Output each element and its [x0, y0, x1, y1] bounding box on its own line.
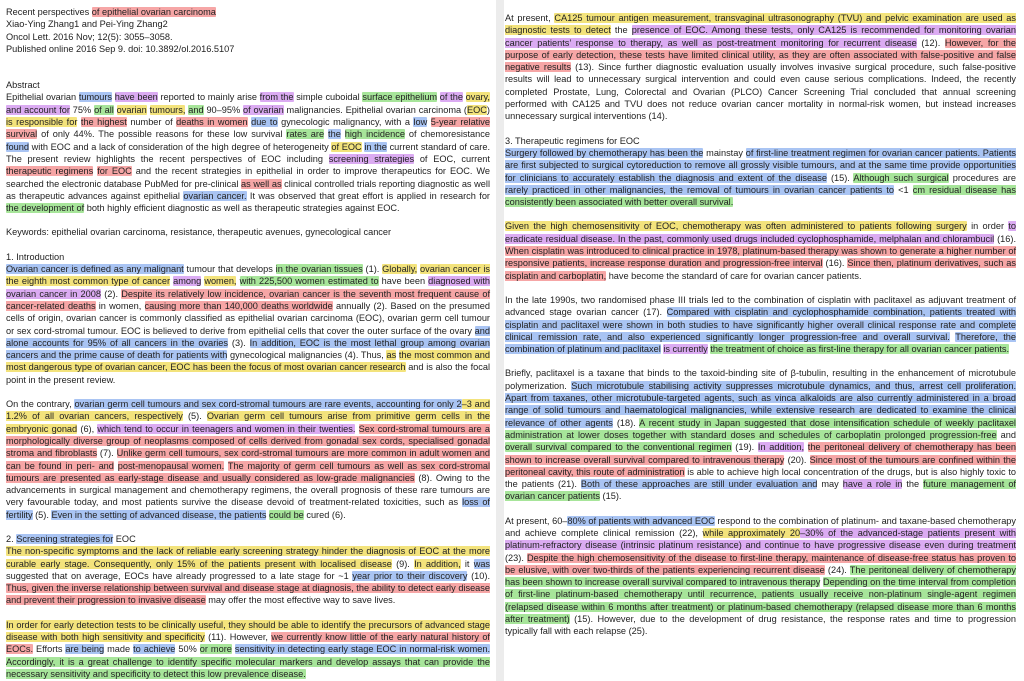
highlight-pink: The majority of germ cell tumours as well as sex cord-stromal tumours are presented as early-stage disease and usually considered as low-grade malignancies	[6, 460, 490, 483]
text-run: (2).	[100, 288, 122, 299]
highlight-blue: low	[413, 117, 428, 128]
text-run: (10).	[467, 570, 490, 581]
highlight-green: Depending on the time interval from completion of first-line platinum-based chemotherapy until recurrence, patients usually receive non-platinum single-agent regimen (relapsed disease within 6 months after treatment) or platinum-based chemotherapy (relapsed disease more than 6 months after treatment)	[505, 577, 1017, 625]
text-run: with EOC and a lack of consideration of the high degree of heterogeneity	[29, 141, 332, 152]
highlight-yellow: the most common and most dangerous type of ovarian cancer, EOC has been the focus of most ovarian cancer research	[6, 350, 490, 373]
highlight-pink: Despite the high chemosensitivity of the disease to first-line therapy, maintenance of disease-free status has proven to be elusive, with over two-thirds of the patients experiencing recurrent disease	[505, 552, 1016, 575]
highlight-purple: screening strategies	[328, 153, 415, 164]
text-run: Xiao-Ying Zhang1 and Pei-Ying Zhang2	[6, 19, 168, 30]
recurrence-paragraph	[505, 515, 1016, 638]
text-run: (22),	[674, 527, 703, 538]
highlight-pink: Thus, given the inverse relationship between survival and disease stage at diagnosis, the ability to detect early disease and prevent their progression to invasive disease	[6, 583, 490, 606]
article-authors	[6, 18, 490, 30]
text-run: and is also the focal point in the present review.	[6, 362, 490, 385]
article-citation	[6, 31, 490, 43]
introduction-paragraph-2	[6, 398, 490, 521]
chemotherapy-paragraph	[505, 220, 1016, 281]
article-publication-date	[6, 43, 490, 55]
highlight-pink: Sex cord-stromal tumours are a morphologically diverse group of neoplasms composed of cells derived from gonadal sex cords, specialised gonadal stroma and fibroblasts	[6, 423, 491, 459]
highlight-green: or more	[199, 644, 232, 655]
text-run: (5).	[32, 509, 52, 520]
highlight-blue: sensitivity in detecting early stage EOC in normal-risk women.	[234, 644, 491, 655]
text-run: respond to the combination of platinum- and taxane-based chemotherapy and achieve complete clinical remission	[505, 515, 1017, 538]
text-run: At present, 60–	[505, 515, 568, 526]
highlight-purple: which tend to occur in teenagers and women in their twenties.	[97, 423, 356, 434]
text-run: and	[996, 429, 1016, 440]
text-run: may	[817, 479, 843, 490]
highlight-green: the development of	[6, 203, 85, 214]
text-run: Efforts	[33, 644, 66, 655]
text-run: EOC	[113, 533, 136, 544]
highlight-blue: and alone accounts for 95% of all cancers in the ovaries	[6, 325, 490, 348]
highlight-pink: as well as	[241, 178, 282, 189]
text-run: In the late 1990s, two randomised phase III trials led to the combination of cisplatin with paclitaxel as adjuvant treatment of advanced stage ovarian cancer (17).	[505, 294, 1016, 318]
highlight-green: The peritoneal delivery of chemotherapy has been shown to increase overall survival compared to intravenous therapy	[505, 564, 1017, 588]
text-run: (20).	[784, 454, 810, 465]
abstract-heading: Abstract	[6, 80, 40, 91]
highlight-blue: Even in the setting of advanced disease, the patients	[51, 509, 267, 520]
highlight-blue: ovarian cancer.	[183, 190, 247, 201]
highlight-yellow: while approximately 20	[702, 527, 801, 538]
highlight-blue: Therefore, the combination of platinum and paclitaxel	[505, 331, 1016, 355]
highlight-yellow: The non-specific symptoms and the lack of reliable early screening strategy hinder the diagnosis of EOC at the more curable early stage. Consequently, only 15% of the patients present with localised disease	[6, 546, 490, 569]
highlight-pink: Unlike germ cell tumours, sex cord-stromal tumours are more common in adult women and can be found in peri- and	[6, 448, 491, 471]
text-run: Published online 2016 Sep 9. doi: 10.3892/ol.2016.5107	[6, 43, 235, 54]
text-run: Recent perspectives	[6, 7, 92, 17]
text-run: (8). Owing to the advancements in surgical management and chemotherapy regimens, the overall prognosis of these rare tumours are very favourable today, and most patients survive the disease devoid of treatment-related toxicities, such as	[6, 472, 490, 508]
highlight-purple: –30% of the advanced-stage patients present with platinum-refractory disease (intrinsic platinum resistance) and continue to have progressive disease even during treatment	[505, 527, 1017, 551]
highlight-pink: therapeutic regimens	[6, 166, 94, 177]
highlight-green: A recent study in Japan suggested that dose intensification schedule of weekly paclitaxel administration at lower doses together with standard doses and schedules of carboplatin prolonged progression-free	[505, 417, 1016, 440]
text-run: have become the standard of care for ovarian cancer patients.	[606, 270, 862, 281]
highlight-blue: rarely practiced in other malignancies, the removal of tumours in ovarian cancer patients to	[505, 184, 895, 195]
highlight-green: in the ovarian tissues	[275, 264, 363, 275]
text-run: it	[460, 558, 474, 569]
text-run: (1).	[362, 264, 383, 275]
highlight-purple: have a role in	[842, 479, 903, 490]
highlight-green: cm residual disease has consistently been associated with better overall survival.	[505, 184, 1016, 208]
text-run: of chemoresistance	[404, 129, 490, 140]
text-run: )	[486, 104, 490, 115]
highlight-yellow: of EOC	[331, 141, 362, 152]
screening-heading	[6, 533, 490, 545]
highlight-green: surface epithelium	[362, 92, 438, 103]
highlight-blue: are being	[65, 644, 105, 655]
text-run: of EOC, current	[414, 153, 490, 164]
highlight-green: Accordingly, it is a great challenge to identify specific molecular markers and develop assays that can provide the necessary sensitivity and specificity to detect this low prevalence disease.	[6, 656, 490, 679]
text-run: of only 44%. The possible reasons for these low survival	[37, 129, 287, 140]
introduction-heading: 1. Introduction	[6, 251, 65, 262]
highlight-pink: post-menopausal women.	[117, 460, 225, 471]
text-run: the	[902, 479, 924, 490]
highlight-yellow: In order for early detection tests to be clinically useful, they should be able to identify the precursors of advanced stage disease with both high sensitivity and specificity	[6, 619, 490, 643]
highlight-blue: year prior to their discovery	[352, 570, 468, 581]
text-run: Briefly, paclitaxel is a taxane that binds to the taxoid-binding site of β-tubulin, resulting in the enhancement of microtubule polymerization.	[505, 368, 1016, 391]
left-document-page	[0, 0, 496, 681]
text-run: is able to achieve high local concentration of the drugs, but is also highly toxic to the patients (21).	[505, 466, 1016, 490]
highlight-purple: diagnosed with ovarian cancer in 2008	[6, 276, 490, 299]
text-run: malignancies. Epithelial ovarian carcinoma (	[283, 104, 467, 115]
highlight-blue: was	[473, 558, 491, 569]
text-run: At present,	[505, 13, 555, 23]
highlight-purple: from the	[259, 92, 294, 103]
text-run: (15).	[600, 491, 622, 502]
text-run: (3).	[228, 337, 250, 348]
text-run: (11). However,	[204, 632, 272, 643]
highlight-yellow: CA125 tumour antigen measurement, transvaginal ultrasonography (TVU) and pelvic examination are used as diagnostic tests to detect	[505, 13, 1017, 36]
highlight-blue: Compared with cisplatin and cyclophosphamide combination, patients treated with cisplatin and paclitaxel were shown in both studies to have significantly higher overall clinical response rate and complete clinical remission rate, and also experienced significantly longer progression-free and overall survival.	[505, 307, 1016, 342]
highlight-purple: of ovarian	[243, 104, 284, 115]
highlight-blue: 80% of patients with advanced EOC	[567, 515, 715, 526]
highlight-purple: and account for	[6, 104, 70, 115]
text-run: made	[104, 644, 134, 655]
highlight-pink: Despite its relatively low incidence, ovarian cancer is the seventh most frequent cause of cancer-related deaths	[6, 288, 490, 311]
text-run: 75%	[69, 104, 95, 115]
text-run: in women,	[95, 300, 145, 311]
text-run: simple cuboidal	[293, 92, 363, 103]
highlight-yellow: In addition,	[414, 558, 461, 569]
highlight-green: could be	[269, 509, 304, 520]
highlight-blue: of first-line treatment regimen for ovarian cancer patients. Patients are first subjected to surgical cytoreduction to remove all grossly visible tumours, and at the same time provide opportunities for clinicians to accurately establish the diagnosis and extent of the disease	[505, 147, 1016, 183]
highlight-green: high incidence	[344, 129, 405, 140]
text-run: annually (2). Based on the presumed cells of origin, ovarian cancer is commonly classified as epithelial ovarian carcinoma (EOC), ovarian germ cell tumour or sex cord-stromal tumour. EOC is believed to derive from epithelial cells that cover the outer surface of the ovary	[6, 300, 491, 336]
text-run: 2.	[6, 533, 17, 544]
highlight-green: overall survival compared to the conventional regimen	[505, 442, 732, 453]
text-run: (19).	[731, 442, 758, 453]
text-run: in order	[966, 221, 1009, 232]
highlight-green: the treatment of choice as first-line therapy for all ovarian cancer patients.	[710, 344, 1010, 355]
article-metadata	[6, 6, 490, 55]
highlight-yellow: ovarian	[116, 104, 147, 115]
text-run: may offer the most effective way to save lives.	[205, 595, 396, 606]
text-run: the	[610, 25, 632, 36]
highlight-blue: to achieve	[133, 644, 176, 655]
text-run: mainstay	[703, 147, 746, 158]
highlight-pink: the highest	[80, 117, 127, 128]
highlight-green: future management of ovarian cancer patients	[505, 479, 1016, 502]
highlight-blue: Screening strategies for	[16, 533, 114, 544]
text-run: 50%	[175, 644, 200, 655]
highlight-yellow: ovary,	[465, 92, 490, 103]
text-run: (6),	[77, 423, 98, 434]
paclitaxel-paragraph	[505, 367, 1016, 502]
highlight-pink: the peritoneal delivery of chemotherapy has been shown to increase overall survival compared to intravenous therapy	[505, 442, 1016, 465]
highlight-blue: ovarian germ cell tumours and sex cord-stromal tumours are rare events, accounting for only 2	[74, 399, 462, 410]
highlight-blue: Surgery followed by chemotherapy has been the	[505, 147, 704, 158]
highlight-purple: to eradicate residual disease. In the past, commonly used drugs included cyclophosphamide, melphalan and chlorambucil	[505, 221, 1017, 244]
highlight-blue: Ovarian cancer is defined as any malignant	[6, 264, 184, 275]
highlight-green: Although such surgical	[853, 172, 949, 183]
highlight-blue: in the	[364, 141, 387, 152]
highlight-yellow: as	[386, 350, 397, 361]
text-run: (13). Since further diagnostic evaluation usually involves invasive surgical procedure, such false-positive results will lead to unnecessary surgical intervention and could even cause serious complications. Indeed, the recently completed Prostate, Lung, Colorectal and Ovarian (PLCO) Cancer Screening Trial concluded that annual screening performed with CA125 and TVU does not reduce ovarian cancer mortality in normal-risk women, but instead increases unnecessary surgical interventions (14).	[505, 62, 1016, 122]
highlight-yellow: Given the high chemosensitivity of EOC, chemotherapy was often administered to patients following surgery	[505, 221, 967, 232]
text-run: (16).	[822, 258, 848, 269]
highlight-blue: Both of these approaches are still under evaluation and	[580, 479, 818, 490]
text-run: <1	[894, 184, 913, 195]
highlight-green: with 225,500 women estimated to	[239, 276, 379, 287]
text-run: suggested that on average, EOCs have already progressed to a late stage for ~1	[6, 570, 353, 581]
highlight-pink: Since most of the tumours are confined within the peritoneal cavity, this route of administration	[505, 454, 1016, 477]
text-run: (15). However, due to the development of drug resistance, the response rates and time to progression typically fall with each relapse (25).	[505, 614, 1016, 637]
highlight-green: of all	[94, 104, 114, 115]
article-title	[6, 6, 490, 18]
highlight-blue: the	[328, 129, 341, 140]
highlight-yellow: Ovarian germ cell tumours arise from primitive germ cells in the embryonic gonad	[6, 411, 491, 434]
highlight-yellow: is responsible for	[6, 117, 78, 128]
text-run: current standard of care. The present review highlights the recent perspectives of EOC including	[6, 141, 490, 164]
text-run: (12).	[916, 37, 945, 48]
text-run: and the recent strategies in epithelial in order to improve therapeutics for EOC. We searched the electronic database PubMed for pre-clinical	[6, 166, 490, 189]
highlight-purple: is currently	[663, 344, 708, 355]
text-run: Epithelial ovarian	[6, 92, 79, 103]
highlight-pink: we currently know little of the early natural history of EOCs.	[6, 632, 490, 655]
highlight-yellow: Globally,	[382, 264, 418, 275]
highlight-blue: due to	[251, 117, 278, 128]
highlight-yellow: EOC	[467, 104, 487, 115]
text-run: (16).	[994, 233, 1016, 244]
highlight-pink: Since then, platinum derivatives, such as cisplatin and carboplatin,	[505, 258, 1016, 281]
text-run: procedures are	[948, 172, 1016, 183]
text-run: On the contrary,	[6, 399, 75, 410]
highlight-blue: found	[6, 141, 29, 152]
text-run: tumour that develops	[183, 264, 276, 275]
highlight-yellow: women,	[204, 276, 237, 287]
abstract-paragraph	[6, 91, 490, 214]
text-run: both highly efficient diagnostic as well as therapeutic strategies against EOC.	[84, 203, 400, 214]
right-document-page	[504, 0, 1024, 681]
highlight-blue: loss of fertility	[6, 497, 490, 520]
highlight-purple: In addition,	[757, 442, 805, 453]
text-run: 90–95%	[203, 104, 244, 115]
highlight-pink: of epithelial ovarian carcinoma	[91, 7, 216, 17]
highlight-yellow: ovarian cancer is the eighth most common type of cancer	[6, 264, 490, 287]
surgery-paragraph	[505, 147, 1016, 208]
text-run: have been	[378, 276, 429, 287]
page-divider	[496, 0, 504, 681]
highlight-purple: among	[173, 276, 202, 287]
highlight-green: and	[188, 104, 204, 115]
text-run: clinical controlled trials reporting diagnostic as well as therapeutic advances against epithelial	[6, 178, 490, 201]
highlight-green: rates are	[286, 129, 325, 140]
text-run: Oncol Lett. 2016 Nov; 12(5): 3055–3058.	[6, 31, 173, 42]
screening-paragraph-1	[6, 545, 490, 606]
highlight-blue: In addition, EOC is the most lethal group among ovarian cancers and the prime cause of death for patients with	[6, 337, 490, 361]
text-run: (5).	[182, 411, 207, 422]
text-run: (24).	[824, 564, 850, 575]
highlight-purple: presence of EOC. Among these tests, only CA125 is recommended for monitoring ovarian cancer patients’ response to therapy, as well as post-treatment monitoring for recurrent disease	[505, 25, 1016, 48]
text-run: gynecologic malignancy, with a	[277, 117, 414, 128]
highlight-yellow: tumours,	[149, 104, 186, 115]
highlight-pink: When cisplatin was introduced to clinical practice in 1978, platinum-based therapy was shown to generate a higher number of responsive patients, increase response duration and progression-free interval	[505, 246, 1016, 269]
text-run: cured (6).	[303, 509, 346, 520]
text-run: gynecological malignancies (4). Thus,	[227, 350, 387, 361]
text-run: (9).	[391, 558, 415, 569]
text-run: (18).	[612, 417, 640, 428]
highlight-pink: However, for the purpose of early detection, these tests have limited clinical utility, as they are often associated with false-positive and false negative results	[505, 37, 1016, 73]
text-run: (7).	[97, 448, 117, 459]
highlight-blue: Such microtubule stabilising activity suppresses microtubule dynamics, and thus, arrest cell proliferation. Apart from taxanes, other microtubule-targeted agents, such as vinca alkaloids are also currently administered in a broad range of solid tumours and haematological malignancies, while extensive research are dedicated to examine the clinical relevance of other agents	[505, 380, 1016, 428]
introduction-paragraph-1	[6, 263, 490, 386]
keywords-line: Keywords: epithelial ovarian carcinoma, resistance, therapeutic avenues, gynecological cancer	[6, 227, 392, 238]
highlight-yellow: –3 and 1.2% of all ovarian cancers, respectively	[6, 399, 490, 422]
diagnostic-tests-paragraph	[505, 12, 1016, 123]
text-run: number of	[126, 117, 177, 128]
highlight-purple: of the	[439, 92, 463, 103]
text-run: (15).	[826, 172, 854, 183]
highlight-pink: 5-year relative survival	[6, 117, 490, 140]
text-run: It was observed that great effort is applied in research for	[246, 190, 490, 201]
screening-paragraph-2	[6, 619, 490, 680]
therapeutic-regimens-heading: 3. Therapeutic regimens for EOC	[505, 135, 640, 146]
text-run: (23).	[505, 552, 528, 563]
highlight-pink: for EOC	[97, 166, 132, 177]
highlight-purple: have been	[114, 92, 158, 103]
text-run: reported to mainly arise	[157, 92, 260, 103]
highlight-blue: tumours	[78, 92, 113, 103]
highlight-pink: deaths in women	[176, 117, 248, 128]
highlight-pink: causing more than 140,000 deaths worldwide	[144, 300, 333, 311]
phase-iii-trials-paragraph	[505, 294, 1016, 355]
